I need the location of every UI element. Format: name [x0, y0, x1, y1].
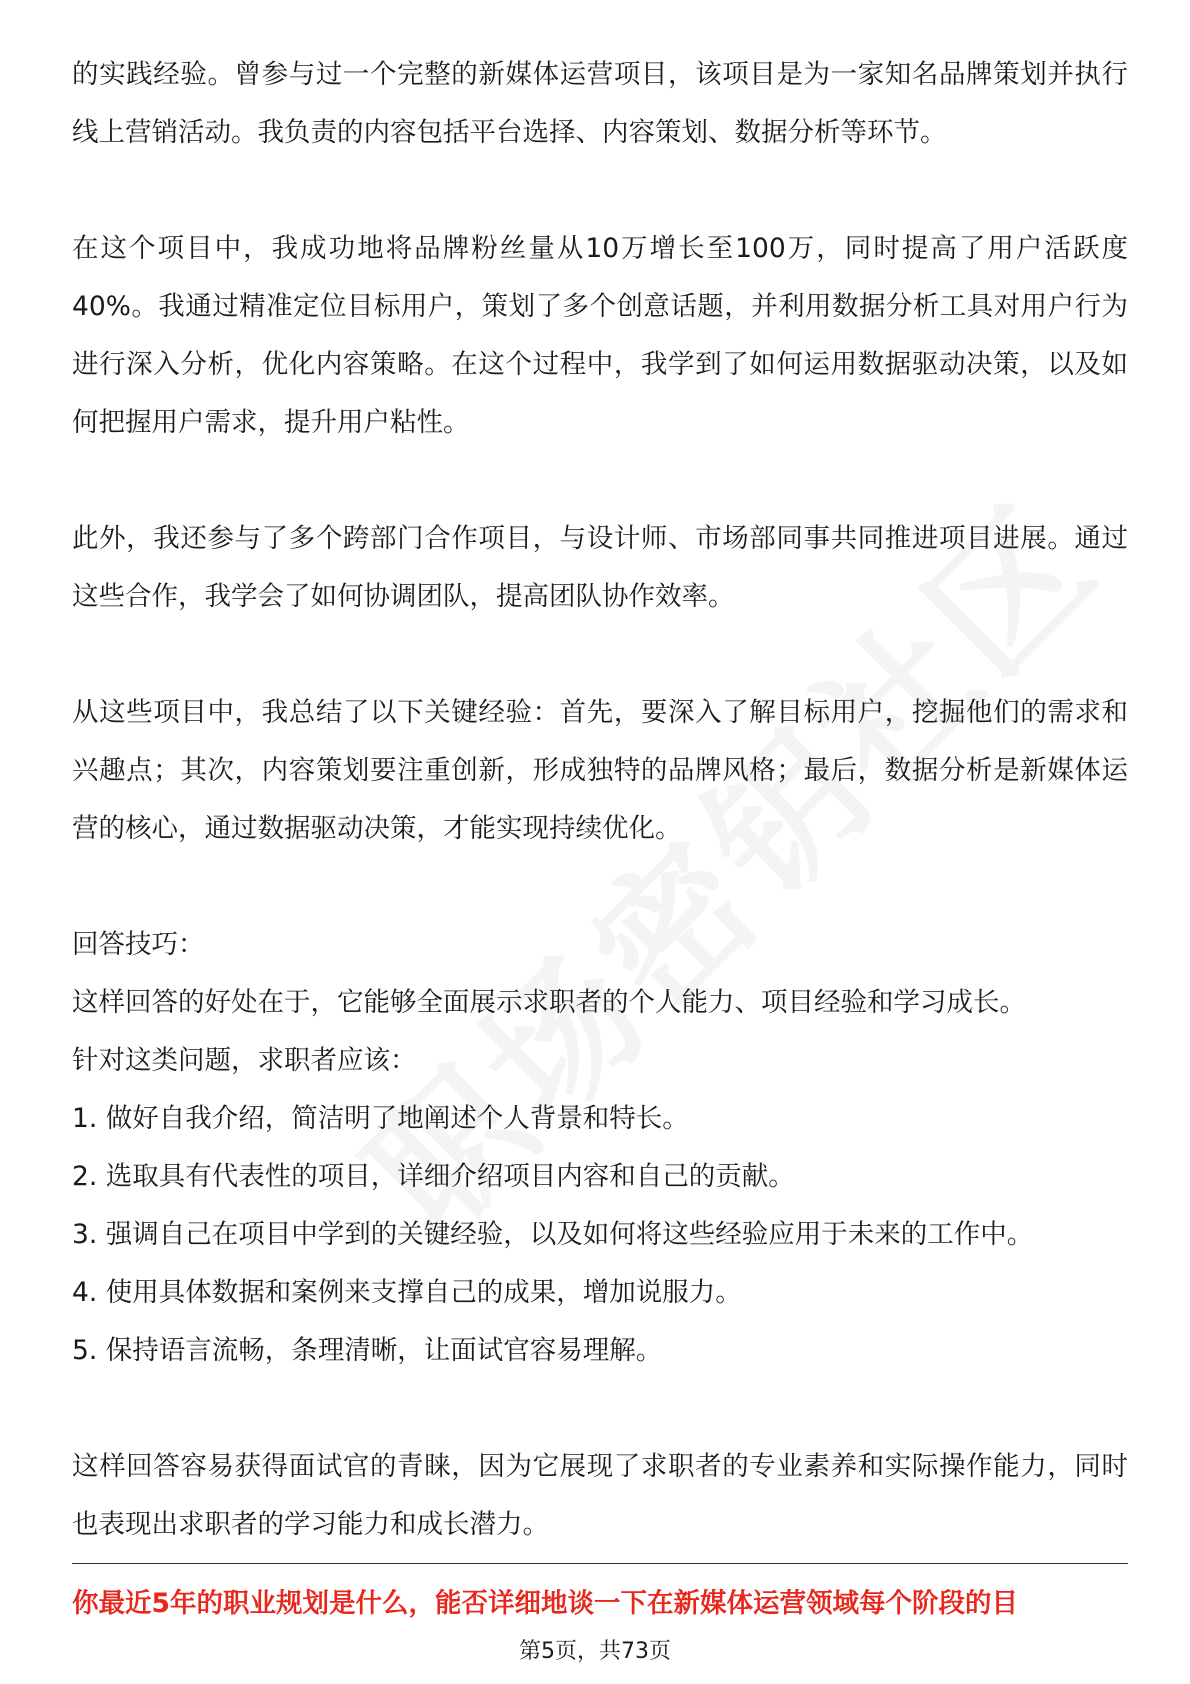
- list-item: 2. 选取具有代表性的项目，详细介绍项目内容和自己的贡献。: [72, 1161, 795, 1192]
- paragraph-3: 此外，我还参与了多个跨部门合作项目，与设计师、市场部同事共同推进项目进展。通过这些合作，我学会了如何协调团队，提高团队协作效率。: [72, 523, 1128, 612]
- list-item: 1. 做好自我介绍，简洁明了地阐述个人背景和特长。: [72, 1103, 689, 1134]
- list-item: 3. 强调自己在项目中学到的关键经验，以及如何将这些经验应用于未来的工作中。: [72, 1219, 1034, 1250]
- tips-heading: 回答技巧：: [72, 929, 205, 960]
- conclusion-paragraph: 这样回答容易获得面试官的青睐，因为它展现了求职者的专业素养和实际操作能力，同时也表现出求职者的学习能力和成长潜力。: [72, 1451, 1128, 1540]
- paragraph-2: 在这个项目中，我成功地将品牌粉丝量从10万增长至100万，同时提高了用户活跃度40%。我通过精准定位目标用户，策划了多个创意话题，并利用数据分析工具对用户行为进行深入分析，优化内容策略。在这个过程中，我学到了如何运用数据驱动决策，以及如何把握用户需求，提升用户粘性。: [72, 233, 1128, 438]
- answer-tips: [72, 916, 1128, 1380]
- paragraph-1: 的实践经验。曾参与过一个完整的新媒体运营项目，该项目是为一家知名品牌策划并执行线上营销活动。我负责的内容包括平台选择、内容策划、数据分析等环节。: [72, 59, 1128, 148]
- list-item: 5. 保持语言流畅，条理清晰，让面试官容易理解。: [72, 1335, 663, 1366]
- tips-line-1: 这样回答的好处在于，它能够全面展示求职者的个人能力、项目经验和学习成长。: [72, 987, 1026, 1018]
- next-question-heading: 你最近5年的职业规划是什么，能否详细地谈一下在新媒体运营领域每个阶段的目: [72, 1588, 1018, 1619]
- document-body: [72, 46, 1128, 1612]
- tips-line-2: 针对这类问题，求职者应该：: [72, 1045, 417, 1076]
- list-item: 4. 使用具体数据和案例来支撑自己的成果，增加说服力。: [72, 1277, 742, 1308]
- paragraph-4: 从这些项目中，我总结了以下关键经验：首先，要深入了解目标用户，挖掘他们的需求和兴趣点；其次，内容策划要注重创新，形成独特的品牌风格；最后，数据分析是新媒体运营的核心，通过数据驱动决策，才能实现持续优化。: [72, 697, 1128, 844]
- tips-list: [72, 1090, 1128, 1380]
- page-footer: 第5页，共73页: [519, 1639, 671, 1664]
